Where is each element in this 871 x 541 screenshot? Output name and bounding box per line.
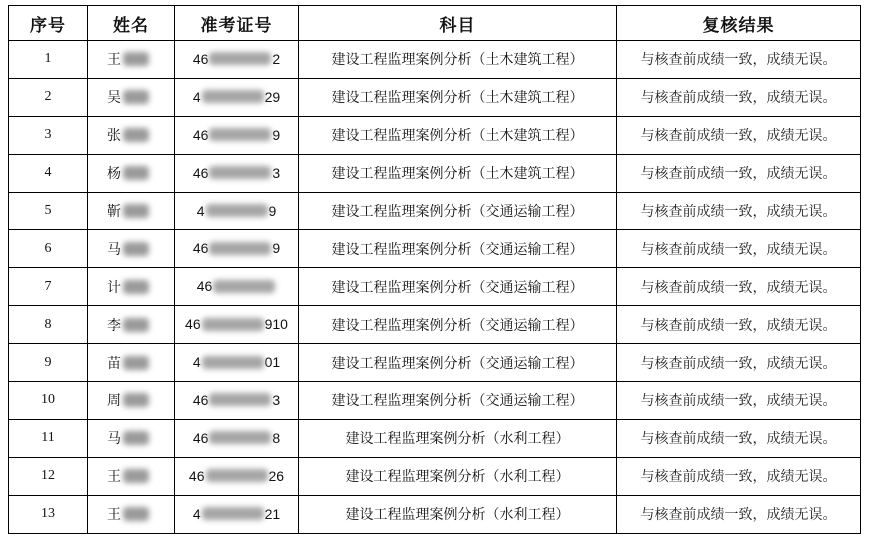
exam-id-suffix: 9 bbox=[272, 126, 281, 143]
exam-id-suffix: 3 bbox=[272, 164, 281, 181]
cell-exam-id bbox=[175, 41, 299, 79]
exam-id-prefix: 46 bbox=[192, 391, 209, 408]
exam-id-prefix: 46 bbox=[192, 50, 209, 67]
header-subject: 科目 bbox=[299, 6, 617, 41]
cell-exam-id bbox=[175, 344, 299, 382]
cell-seq: 6 bbox=[9, 230, 88, 268]
name-visible-char: 王 bbox=[107, 52, 121, 69]
redaction-blur bbox=[123, 242, 149, 256]
exam-id-suffix: 9 bbox=[272, 240, 281, 257]
cell-result: 与核查前成绩一致，成绩无误。 bbox=[617, 306, 861, 344]
cell-name bbox=[88, 154, 175, 192]
exam-id-suffix: 3 bbox=[272, 391, 281, 408]
redaction-blur bbox=[209, 52, 271, 65]
table-row bbox=[9, 419, 861, 457]
cell-exam-id bbox=[175, 192, 299, 230]
cell-name bbox=[88, 41, 175, 79]
redaction-blur bbox=[123, 204, 149, 218]
cell-subject: 建设工程监理案例分析（交通运输工程） bbox=[299, 230, 617, 268]
cell-name bbox=[88, 419, 175, 457]
exam-id-prefix: 4 bbox=[192, 505, 201, 522]
table-row bbox=[9, 457, 861, 495]
cell-subject: 建设工程监理案例分析（土木建筑工程） bbox=[299, 154, 617, 192]
redaction-blur bbox=[123, 318, 149, 332]
redaction-blur bbox=[123, 469, 149, 483]
cell-name bbox=[88, 78, 175, 116]
cell-seq: 5 bbox=[9, 192, 88, 230]
table-row bbox=[9, 230, 861, 268]
exam-id-suffix: 26 bbox=[268, 467, 285, 484]
cell-exam-id bbox=[175, 230, 299, 268]
cell-seq: 3 bbox=[9, 116, 88, 154]
redaction-blur bbox=[123, 280, 149, 294]
cell-exam-id bbox=[175, 457, 299, 495]
cell-name bbox=[88, 382, 175, 420]
name-visible-char: 吴 bbox=[107, 90, 121, 107]
cell-subject: 建设工程监理案例分析（水利工程） bbox=[299, 419, 617, 457]
cell-subject: 建设工程监理案例分析（水利工程） bbox=[299, 495, 617, 533]
table-row bbox=[9, 495, 861, 533]
cell-subject: 建设工程监理案例分析（交通运输工程） bbox=[299, 382, 617, 420]
name-visible-char: 计 bbox=[107, 279, 121, 296]
header-exam-id: 准考证号 bbox=[175, 6, 299, 41]
name-visible-char: 王 bbox=[107, 469, 121, 486]
cell-name bbox=[88, 344, 175, 382]
exam-id-prefix: 46 bbox=[185, 316, 201, 333]
redaction-blur bbox=[202, 507, 264, 520]
redaction-blur bbox=[123, 90, 149, 104]
name-visible-char: 周 bbox=[107, 393, 121, 410]
header-seq: 序号 bbox=[9, 6, 88, 41]
cell-result: 与核查前成绩一致，成绩无误。 bbox=[617, 495, 861, 533]
cell-exam-id bbox=[175, 495, 299, 533]
cell-result: 与核查前成绩一致，成绩无误。 bbox=[617, 78, 861, 116]
redaction-blur bbox=[209, 166, 271, 179]
redaction-blur bbox=[123, 52, 149, 66]
table-row bbox=[9, 306, 861, 344]
header-result: 复核结果 bbox=[617, 6, 861, 41]
redaction-blur bbox=[202, 90, 264, 103]
cell-subject: 建设工程监理案例分析（水利工程） bbox=[299, 457, 617, 495]
table-row bbox=[9, 382, 861, 420]
exam-id-prefix: 4 bbox=[192, 88, 201, 105]
cell-seq: 12 bbox=[9, 457, 88, 495]
redaction-blur bbox=[202, 318, 264, 331]
cell-subject: 建设工程监理案例分析（交通运输工程） bbox=[299, 268, 617, 306]
cell-exam-id bbox=[175, 306, 299, 344]
exam-id-prefix: 4 bbox=[196, 202, 205, 219]
cell-name bbox=[88, 230, 175, 268]
cell-name bbox=[88, 116, 175, 154]
exam-id-prefix: 46 bbox=[192, 240, 209, 257]
exam-id-suffix: 9 bbox=[268, 202, 277, 219]
redaction-blur bbox=[209, 128, 271, 141]
header-name: 姓名 bbox=[88, 6, 175, 41]
table-row bbox=[9, 41, 861, 79]
redaction-blur bbox=[123, 166, 149, 180]
exam-id-suffix: 29 bbox=[264, 88, 281, 105]
cell-name bbox=[88, 495, 175, 533]
redaction-blur bbox=[213, 280, 275, 293]
exam-id-prefix: 46 bbox=[196, 278, 213, 295]
redaction-blur bbox=[123, 393, 149, 407]
cell-result: 与核查前成绩一致，成绩无误。 bbox=[617, 116, 861, 154]
cell-exam-id bbox=[175, 268, 299, 306]
exam-id-suffix: 2 bbox=[272, 50, 281, 67]
exam-id-suffix: 21 bbox=[264, 505, 281, 522]
cell-result: 与核查前成绩一致，成绩无误。 bbox=[617, 192, 861, 230]
cell-result: 与核查前成绩一致，成绩无误。 bbox=[617, 268, 861, 306]
cell-result: 与核查前成绩一致，成绩无误。 bbox=[617, 457, 861, 495]
cell-result: 与核查前成绩一致，成绩无误。 bbox=[617, 344, 861, 382]
name-visible-char: 苗 bbox=[107, 355, 121, 372]
cell-name bbox=[88, 457, 175, 495]
redaction-blur bbox=[206, 204, 268, 217]
exam-id-suffix: 910 bbox=[264, 316, 288, 333]
exam-id-prefix: 46 bbox=[192, 126, 209, 143]
cell-subject: 建设工程监理案例分析（土木建筑工程） bbox=[299, 78, 617, 116]
cell-seq: 1 bbox=[9, 41, 88, 79]
redaction-blur bbox=[209, 242, 271, 255]
cell-seq: 13 bbox=[9, 495, 88, 533]
cell-subject: 建设工程监理案例分析（土木建筑工程） bbox=[299, 41, 617, 79]
redaction-blur bbox=[206, 469, 268, 482]
exam-id-prefix: 46 bbox=[192, 164, 209, 181]
table-body bbox=[9, 41, 861, 534]
table-row bbox=[9, 192, 861, 230]
table-row bbox=[9, 78, 861, 116]
cell-result: 与核查前成绩一致，成绩无误。 bbox=[617, 382, 861, 420]
cell-name bbox=[88, 192, 175, 230]
cell-result: 与核查前成绩一致，成绩无误。 bbox=[617, 419, 861, 457]
header-row bbox=[9, 6, 861, 41]
cell-exam-id bbox=[175, 419, 299, 457]
cell-exam-id bbox=[175, 78, 299, 116]
name-visible-char: 马 bbox=[107, 431, 121, 448]
cell-subject: 建设工程监理案例分析（交通运输工程） bbox=[299, 192, 617, 230]
table-row bbox=[9, 344, 861, 382]
exam-id-suffix: 01 bbox=[264, 354, 281, 371]
redaction-blur bbox=[123, 356, 149, 370]
cell-result: 与核查前成绩一致，成绩无误。 bbox=[617, 154, 861, 192]
cell-seq: 10 bbox=[9, 382, 88, 420]
cell-result: 与核查前成绩一致，成绩无误。 bbox=[617, 230, 861, 268]
cell-seq: 11 bbox=[9, 419, 88, 457]
cell-subject: 建设工程监理案例分析（交通运输工程） bbox=[299, 306, 617, 344]
redaction-blur bbox=[209, 431, 271, 444]
exam-id-prefix: 46 bbox=[192, 429, 209, 446]
cell-subject: 建设工程监理案例分析（土木建筑工程） bbox=[299, 116, 617, 154]
review-results-table bbox=[8, 5, 861, 534]
cell-name bbox=[88, 268, 175, 306]
redaction-blur bbox=[209, 393, 271, 406]
cell-seq: 8 bbox=[9, 306, 88, 344]
table-row bbox=[9, 116, 861, 154]
cell-subject: 建设工程监理案例分析（交通运输工程） bbox=[299, 344, 617, 382]
exam-id-prefix: 46 bbox=[188, 467, 205, 484]
cell-exam-id bbox=[175, 116, 299, 154]
redaction-blur bbox=[202, 356, 264, 369]
redaction-blur bbox=[123, 431, 149, 445]
cell-name bbox=[88, 306, 175, 344]
cell-seq: 4 bbox=[9, 154, 88, 192]
name-visible-char: 王 bbox=[107, 507, 121, 524]
exam-id-prefix: 4 bbox=[192, 354, 201, 371]
cell-seq: 9 bbox=[9, 344, 88, 382]
cell-exam-id bbox=[175, 382, 299, 420]
exam-id-suffix: 8 bbox=[272, 429, 281, 446]
name-visible-char: 张 bbox=[107, 128, 121, 145]
name-visible-char: 杨 bbox=[107, 166, 121, 183]
name-visible-char: 李 bbox=[107, 317, 121, 334]
name-visible-char: 靳 bbox=[107, 204, 121, 220]
cell-seq: 2 bbox=[9, 78, 88, 116]
redaction-blur bbox=[123, 507, 149, 521]
table-row bbox=[9, 268, 861, 306]
table-row bbox=[9, 154, 861, 192]
cell-result: 与核查前成绩一致，成绩无误。 bbox=[617, 41, 861, 79]
cell-seq: 7 bbox=[9, 268, 88, 306]
redaction-blur bbox=[123, 128, 149, 142]
name-visible-char: 马 bbox=[107, 241, 121, 258]
cell-exam-id bbox=[175, 154, 299, 192]
